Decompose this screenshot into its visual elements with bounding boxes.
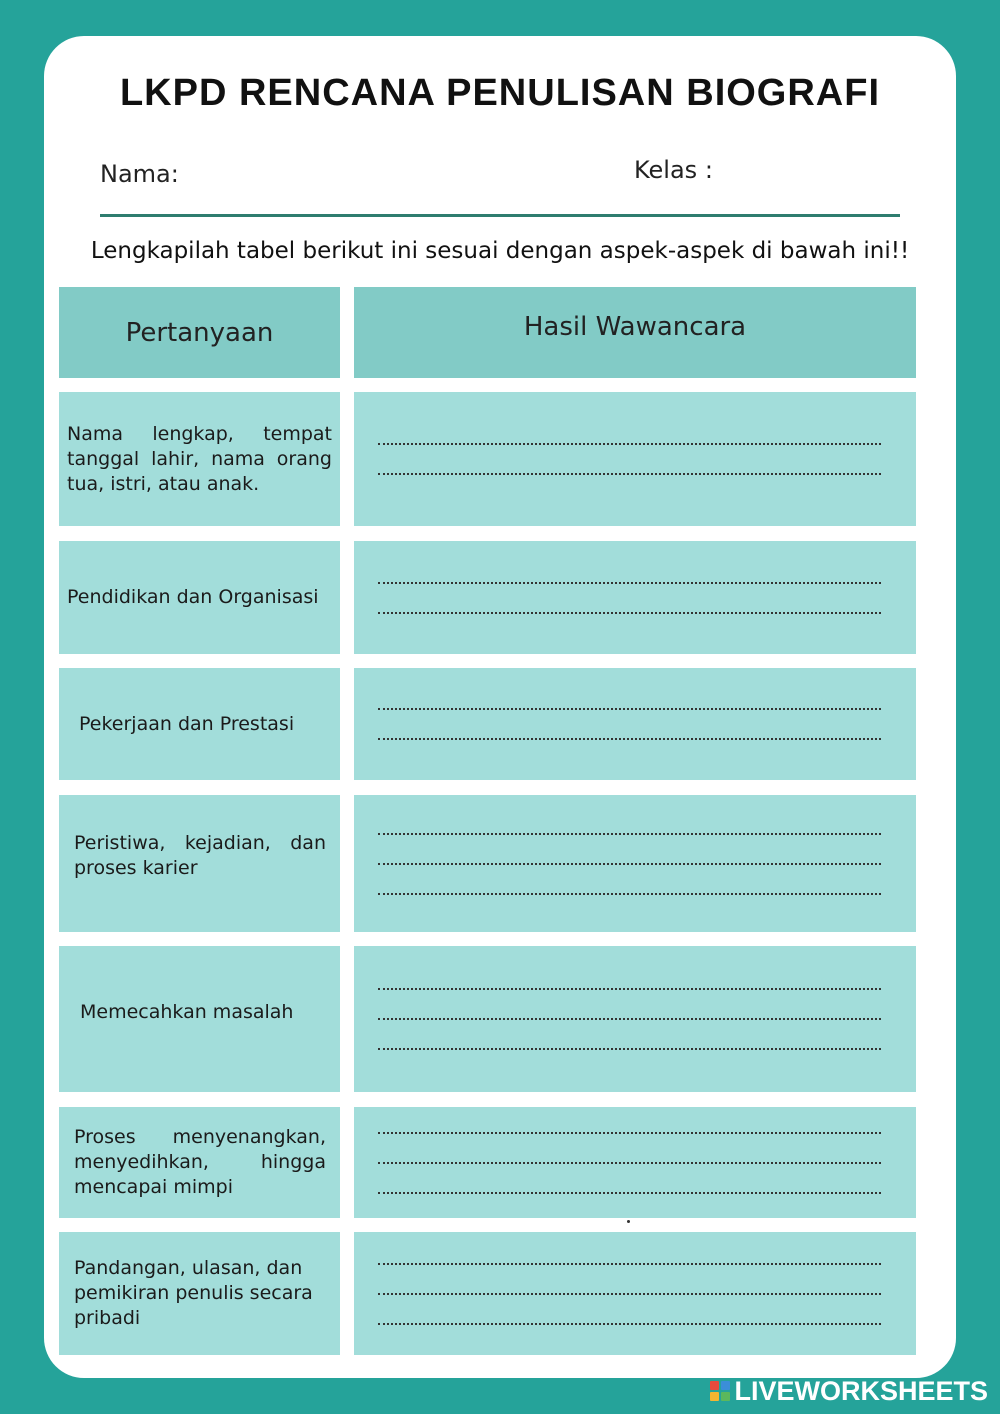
answer-line[interactable] [378,1293,881,1295]
question-cell [59,795,340,932]
page-title: LKPD RENCANA PENULISAN BIOGRAFI [119,72,881,114]
answer-line[interactable] [378,443,881,445]
question-cell [59,541,340,654]
question-text: Pekerjaan dan Prestasi [79,712,295,735]
answer-line[interactable] [378,1018,881,1020]
question-text: Peristiwa, kejadian, dan proses karier [74,832,326,879]
question-cell [59,668,340,780]
answer-line[interactable] [378,893,881,895]
question-text: Pandangan, ulasan, dan pemikiran penulis secara pribadi [74,1257,313,1329]
answer-line[interactable] [378,473,881,475]
question-text: Pendidikan dan Organisasi [67,586,319,608]
answer-cell[interactable] [354,541,916,654]
answer-line[interactable] [378,1263,881,1265]
question-cell [59,1232,340,1355]
header-hasil-wawancara [354,287,916,378]
instruction-text: Lengkapilah tabel berikut ini sesuai dengan aspek-aspek di bawah ini!! [90,238,910,264]
answer-line[interactable] [378,738,881,740]
answer-cell[interactable] [354,392,916,526]
answer-line[interactable] [378,1048,881,1050]
question-cell [59,392,340,526]
answer-line[interactable] [378,708,881,710]
answer-cell[interactable] [354,1107,916,1218]
liveworksheets-brand-text: LIVEWORKSHEETS [734,1376,988,1406]
answer-cell[interactable] [354,1232,916,1355]
answer-cell[interactable] [354,946,916,1092]
answer-line[interactable] [378,863,881,865]
header-pertanyaan [59,287,340,378]
question-text: Proses menyenangkan, menyedihkan, hingga mencapai mimpi [74,1126,326,1198]
answer-line[interactable] [378,1132,881,1134]
answer-line[interactable] [378,612,881,614]
stray-dot [627,1220,630,1223]
kelas-label: Kelas : [634,156,713,184]
header-pertanyaan-label: Pertanyaan [125,317,274,348]
answer-cell[interactable] [354,795,916,932]
question-cell [59,946,340,1092]
nama-label: Nama: [100,160,179,188]
answer-line[interactable] [378,988,881,990]
answer-line[interactable] [378,1192,881,1194]
name-underline [100,214,900,217]
header-hasil-wawancara-label: Hasil Wawancara [523,311,747,342]
liveworksheets-logo-icon [710,1381,730,1401]
liveworksheets-logo[interactable] [710,1376,988,1406]
answer-line[interactable] [378,1323,881,1325]
answer-line[interactable] [378,833,881,835]
question-cell [59,1107,340,1218]
question-text: Nama lengkap, tempat tanggal lahir, nama orang tua, istri, atau anak. [67,422,332,495]
answer-line[interactable] [378,1162,881,1164]
answer-cell[interactable] [354,668,916,780]
answer-line[interactable] [378,582,881,584]
question-text: Memecahkan masalah [80,1001,294,1023]
